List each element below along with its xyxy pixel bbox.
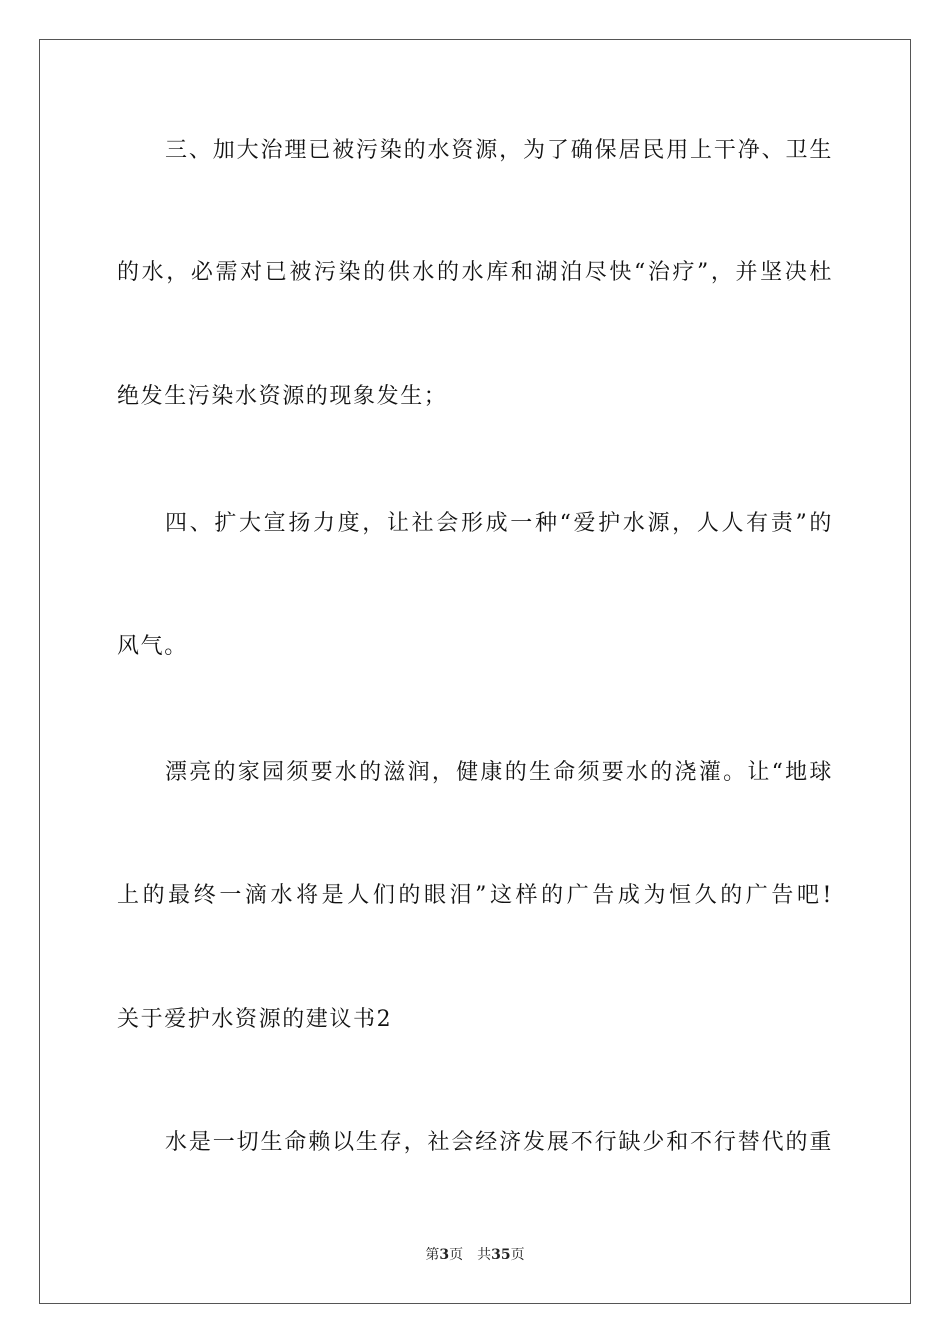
total-pages: 35 — [491, 1247, 511, 1263]
page-number: 3 — [439, 1247, 450, 1263]
page-prefix: 第 — [425, 1247, 440, 1263]
total-suffix: 页 — [510, 1247, 525, 1263]
paragraph-line-3: 绝发生污染水资源的现象发生； — [117, 384, 448, 409]
page-suffix: 页 — [449, 1247, 464, 1263]
paragraph-line-6: 漂亮的家园须要水的滋润，健康的生命须要水的浇灌。让“地球 — [165, 760, 833, 785]
section-heading: 关于爱护水资源的建议书2 — [117, 1007, 393, 1032]
paragraph-line-1: 三、加大治理已被污染的水资源，为了确保居民用上干净、卫生 — [165, 138, 833, 163]
total-prefix: 共 — [477, 1247, 492, 1263]
paragraph-line-2: 的水，必需对已被污染的供水的水库和湖泊尽快“治疗”，并坚决杜 — [117, 260, 833, 285]
page-border — [39, 39, 911, 1304]
paragraph-line-4: 四、扩大宣扬力度，让社会形成一种“爱护水源，人人有责”的 — [165, 511, 833, 536]
paragraph-line-7: 上的最终一滴水将是人们的眼泪”这样的广告成为恒久的广告吧! — [117, 883, 833, 908]
paragraph-line-9: 水是一切生命赖以生存，社会经济发展不行缺少和不行替代的重 — [165, 1130, 833, 1155]
page-footer — [0, 1246, 950, 1264]
paragraph-line-5: 风气。 — [117, 634, 188, 659]
